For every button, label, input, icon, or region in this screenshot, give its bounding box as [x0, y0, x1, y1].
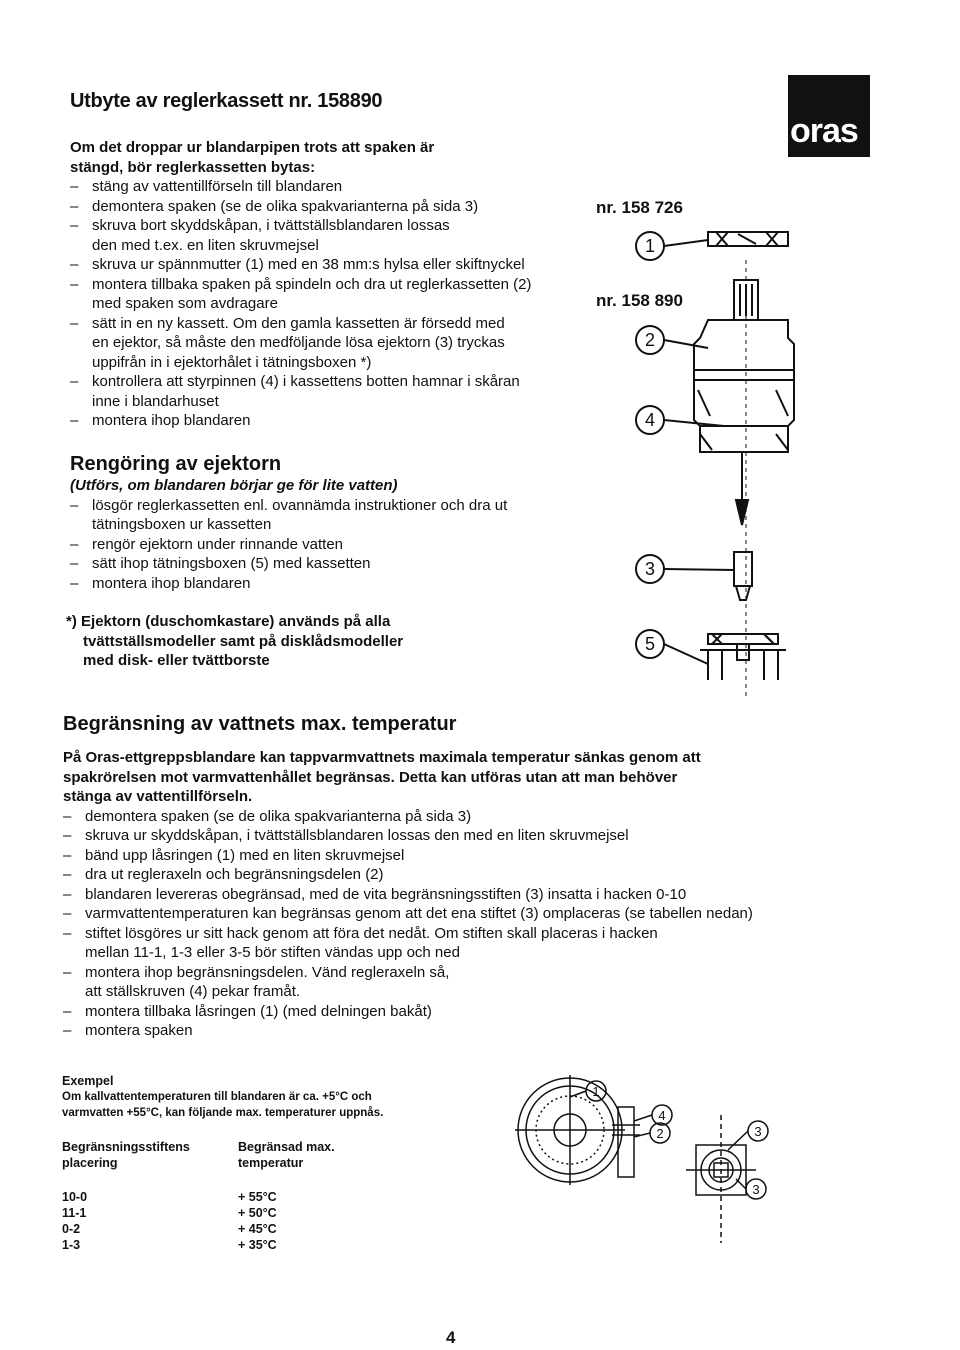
section-heading: Rengöring av ejektorn	[70, 453, 282, 475]
bullet-dash: –	[63, 963, 72, 981]
list-item	[63, 865, 823, 885]
table-row	[62, 1205, 335, 1221]
part-number-bottom: nr. 158 890	[596, 291, 683, 310]
list-item-text: skruva ur spännmutter (1) med en 38 mm:s hylsa eller skiftnyckel	[92, 256, 525, 273]
bullet-dash: –	[70, 574, 79, 592]
bullet-dash: –	[70, 535, 79, 553]
section-subheading: (Utförs, om blandaren börjar ge för lite vatten)	[70, 477, 398, 494]
list-item-text: stiftet lösgöres ur sitt hack genom att föra det nedåt. Om stiften skall placeras i hacken	[85, 924, 658, 942]
bullet-dash: –	[70, 217, 79, 234]
table-cell: + 45°C	[238, 1222, 277, 1236]
callout-3b: 3	[752, 1182, 760, 1197]
callout-2: 2	[644, 330, 656, 350]
oras-logo: oras	[788, 75, 870, 157]
list-item-text: demontera spaken (se de olika spakvarianterna på sida 3)	[92, 197, 479, 215]
bullet-dash: –	[63, 885, 72, 903]
list-item-text: skruva ur skyddskåpan, i tvättställsblandaren lossas den med en liten skruvmejsel	[85, 827, 629, 844]
bullet-dash: –	[70, 197, 79, 215]
list-item-text: blandaren levereras obegränsad, med de vita begränsningsstiften (3) insatta i hacken 0-10	[85, 885, 687, 903]
list-item	[63, 963, 823, 1002]
table-row	[62, 1221, 335, 1237]
list-item	[70, 197, 590, 217]
list-item	[70, 411, 590, 431]
list-item-text: bänd upp låsringen (1) med en liten skruvmejsel	[85, 846, 405, 864]
page-number: 4	[446, 1328, 456, 1347]
bullet-dash: –	[63, 866, 72, 883]
list-item	[63, 807, 823, 827]
bullet-dash: –	[63, 1022, 72, 1039]
list-item	[63, 885, 823, 905]
list-item	[63, 1021, 823, 1041]
list-item	[63, 826, 823, 846]
list-item-text: montera spaken	[85, 1022, 193, 1039]
example-block	[62, 1073, 482, 1253]
list-item-text: mellan 11-1, 1-3 eller 3-5 bör stiften vändas upp och ned	[85, 944, 460, 961]
list-item-text: lösgör reglerkassetten enl. ovannämda instruktioner och dra ut	[92, 496, 508, 514]
list-item-text: kontrollera att styrpinnen (4) i kassettens botten hamnar i skåran	[92, 373, 520, 390]
callout-4: 4	[644, 410, 656, 430]
bullet-dash: –	[70, 178, 79, 195]
bullet-dash: –	[63, 846, 72, 864]
bullet-dash: –	[63, 807, 72, 825]
callout-5: 5	[644, 634, 656, 654]
table-row	[62, 1189, 335, 1205]
callout-2: 2	[656, 1126, 664, 1141]
intro-text: På Oras-ettgreppsblandare kan tappvarmvattnets maximala temperatur sänkas genom att spakrörelsen mot varmvattenhållet begränsas. Detta kan utföras utan att man behöver stänga av vattentillförseln.	[63, 749, 701, 805]
bullet-dash: –	[63, 1002, 72, 1020]
list-item	[70, 216, 590, 255]
table-cell: 0-2	[62, 1222, 81, 1236]
column-header: Begränsningsstiftens placering	[62, 1140, 190, 1170]
steps-list	[70, 496, 590, 594]
list-item-text: montera tillbaka spaken på spindeln och dra ut reglerkassetten (2)	[92, 275, 532, 293]
list-item-text: att ställskruven (4) pekar framåt.	[85, 983, 301, 1000]
list-item	[63, 1002, 823, 1022]
list-item	[70, 535, 590, 555]
bullet-dash: –	[70, 314, 79, 332]
list-item-text: med spaken som avdragare	[92, 295, 278, 312]
section-heading: Begränsning av vattnets max. temperatur	[63, 713, 457, 735]
section-replace-cassette	[70, 138, 590, 431]
table-cell: + 55°C	[238, 1190, 277, 1204]
footnote: *) Ejektorn (duschomkastare) används på alla tvättställsmodeller samt på disklådsmodeller med disk- eller tvättborste	[66, 613, 404, 669]
table-row	[62, 1237, 335, 1253]
table-cell: + 35°C	[238, 1238, 277, 1252]
example-heading: Exempel	[62, 1074, 114, 1088]
table-cell: + 50°C	[238, 1206, 277, 1220]
callout-3: 3	[754, 1124, 762, 1139]
steps-list	[70, 177, 590, 431]
list-item-text: uppifrån in i ejektorhålet i tätningsboxen *)	[92, 353, 372, 371]
table-cell: 10-0	[62, 1190, 88, 1204]
list-item	[63, 846, 823, 866]
list-item-text: den med t.ex. en liten skruvmejsel	[92, 236, 319, 254]
callout-4: 4	[658, 1108, 666, 1123]
list-item-text: tätningsboxen ur kassetten	[92, 516, 272, 533]
list-item	[63, 904, 823, 924]
list-item	[70, 177, 590, 197]
steps-list	[63, 807, 823, 1041]
list-item-text: demontera spaken (se de olika spakvarianterna på sida 3)	[85, 807, 472, 825]
list-item	[70, 574, 590, 594]
bullet-dash: –	[70, 373, 79, 390]
cassette-diagram	[600, 220, 800, 710]
page-title: Utbyte av reglerkassett nr. 158890	[70, 90, 383, 112]
list-item-text: stäng av vattentillförseln till blandaren	[92, 178, 343, 195]
list-item	[70, 496, 590, 535]
list-item	[70, 554, 590, 574]
callout-3: 3	[644, 559, 656, 579]
list-item-text: montera ihop blandaren	[92, 412, 251, 429]
list-item-text: varmvattentemperaturen kan begränsas genom att det ena stiftet (3) omplaceras (se tabellen nedan)	[85, 905, 753, 922]
section-max-temperature	[63, 713, 823, 1041]
bullet-dash: –	[70, 496, 79, 514]
example-text: Om kallvattentemperaturen till blandaren är ca. +5°C och varmvatten +55°C, kan följande max. temperaturer uppnås.	[62, 1091, 384, 1119]
table-cell: 11-1	[62, 1206, 87, 1220]
list-item	[63, 924, 823, 963]
list-item	[70, 255, 590, 275]
bullet-dash: –	[70, 256, 79, 273]
list-item-text: sätt ihop tätningsboxen (5) med kassetten	[92, 555, 371, 572]
part-number-top: nr. 158 726	[596, 198, 683, 217]
bullet-dash: –	[63, 905, 72, 922]
bullet-dash: –	[63, 924, 72, 942]
list-item-text: rengör ejektorn under rinnande vatten	[92, 535, 344, 553]
bullet-dash: –	[70, 275, 79, 293]
bullet-dash: –	[70, 412, 79, 429]
list-item-text: montera ihop begränsningsdelen. Vänd regleraxeln så,	[85, 963, 450, 981]
callout-1: 1	[644, 236, 656, 256]
list-item-text: dra ut regleraxeln och begränsningsdelen (2)	[85, 866, 384, 883]
list-item-text: sätt in en ny kassett. Om den gamla kassetten är försedd med	[92, 314, 505, 332]
column-header: Begränsad max. temperatur	[238, 1140, 335, 1170]
table-header-row	[62, 1139, 335, 1171]
table-cell: 1-3	[62, 1238, 81, 1252]
list-item-text: skruva bort skyddskåpan, i tvättställsblandaren lossas	[92, 217, 450, 234]
intro-text: Om det droppar ur blandarpipen trots att spaken är stängd, bör reglerkassetten bytas:	[70, 139, 435, 176]
callout-1: 1	[592, 1084, 600, 1099]
list-item	[70, 372, 590, 411]
list-item	[70, 275, 590, 314]
list-item	[70, 314, 590, 373]
section-clean-ejector	[70, 453, 590, 593]
list-item-text: inne i blandarhuset	[92, 392, 219, 410]
limiter-diagram	[500, 1075, 790, 1250]
list-item-text: montera tillbaka låsringen (1) (med delningen bakåt)	[85, 1002, 432, 1020]
temperature-table	[62, 1139, 335, 1253]
list-item-text: en ejektor, så måste den medföljande lösa ejektorn (3) tryckas	[92, 334, 505, 351]
bullet-dash: –	[70, 555, 79, 572]
list-item-text: montera ihop blandaren	[92, 574, 251, 592]
bullet-dash: –	[63, 827, 72, 844]
